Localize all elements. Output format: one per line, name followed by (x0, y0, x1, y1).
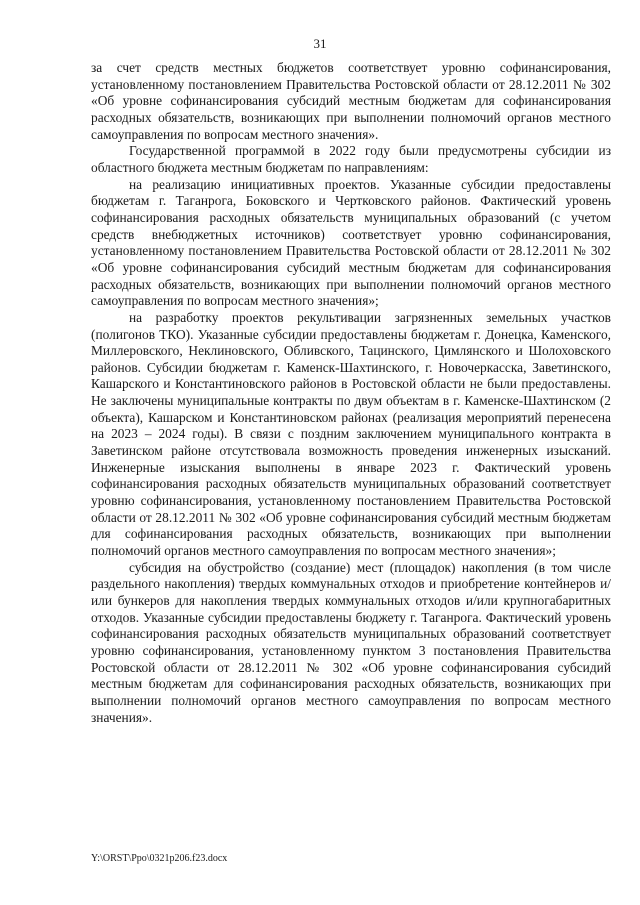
paragraph-continuation: за счет средств местных бюджетов соответствует уровню софинансирования, установленному постановлением Правительства Ростовской области от 28.12.2011 № 302 «Об уровне софинансирования субсидий местным бюджетам для софинансирования расходных обязательств, возникающих при выполнении полномочий органов местного самоуправления по вопросам местного значения». (91, 60, 611, 142)
document-body (91, 60, 611, 726)
footer-file-path: Y:\ORST\Ppo\0321p206.f23.docx (91, 853, 228, 864)
paragraph-program-subsidies: Государственной программой в 2022 году были предусмотрены субсидии из областного бюджета местным бюджетам по направлениям: (91, 143, 611, 175)
paragraph-initiative-projects: на реализацию инициативных проектов. Указанные субсидии предоставлены бюджетам г. Таганрога, Боковского и Чертковского районов. Фактический уровень софинансирования расходных обязательств муниципальных образований (с учетом средств внебюджетных источников) соответствует уровню софинансирования, установленному постановлением Правительства Ростовской области от 28.12.2011 № 302 «Об уровне софинансирования субсидий местным бюджетам для софинансирования расходных обязательств, возникающих при выполнении полномочий органов местного самоуправления по вопросам местного значения»; (91, 176, 611, 309)
paragraph-recultivation-projects: на разработку проектов рекультивации загрязненных земельных участков (полигонов ТКО). Указанные субсидии предоставлены бюджетам г. Донецка, Каменского, Миллеровского, Неклиновского, Обливского, Тацинского, Цимлянского и Шолоховского районов. Субсидии бюджетам г. Каменск-Шахтинского, г. Новочеркасска, Заветинского, Кашарского и Константиновского районов в Ростовской области не были предоставлены. Не заключены муниципальные контракты по двум объектам в г. Каменске-Шахтинском (2 объекта), Кашарском и Константиновском районах (реализация мероприятий перенесена на 2023 – 2024 годы). В связи с поздним заключением муниципального контракта в Заветинском районе отсутствовала возможность проведения инженерных изысканий. Инженерные изыскания выполнены в январе 2023 г. Фактический уровень софинансирования расходных обязательств муниципальных образований соответствует уровню софинансирования, установленному постановлением Правительства Ростовской области от 28.12.2011 № 302 «Об уровне софинансирования субсидий местным бюджетам для софинансирования расходных обязательств, возникающих при выполнении полномочий органов местного самоуправления по вопросам местного значения»; (91, 309, 611, 559)
page-number: 31 (313, 36, 327, 51)
paragraph-waste-sites-subsidy: субсидия на обустройство (создание) мест (площадок) накопления (в том числе раздельного накопления) твердых коммунальных отходов и приобретение контейнеров и/или бункеров для накопления твердых коммунальных отходов и/или крупногабаритных отходов. Указанные субсидии предоставлены бюджету г. Таганрога. Фактический уровень софинансирования расходных обязательств муниципальных образований соответствует уровню софинансирования, установленному пунктом 3 постановления Правительства Ростовской области от 28.12.2011 № 302 «Об уровне софинансирования субсидий местным бюджетам для софинансирования расходных обязательств, возникающих при выполнении полномочий органов местного самоуправления по вопросам местного значения». (91, 559, 611, 725)
